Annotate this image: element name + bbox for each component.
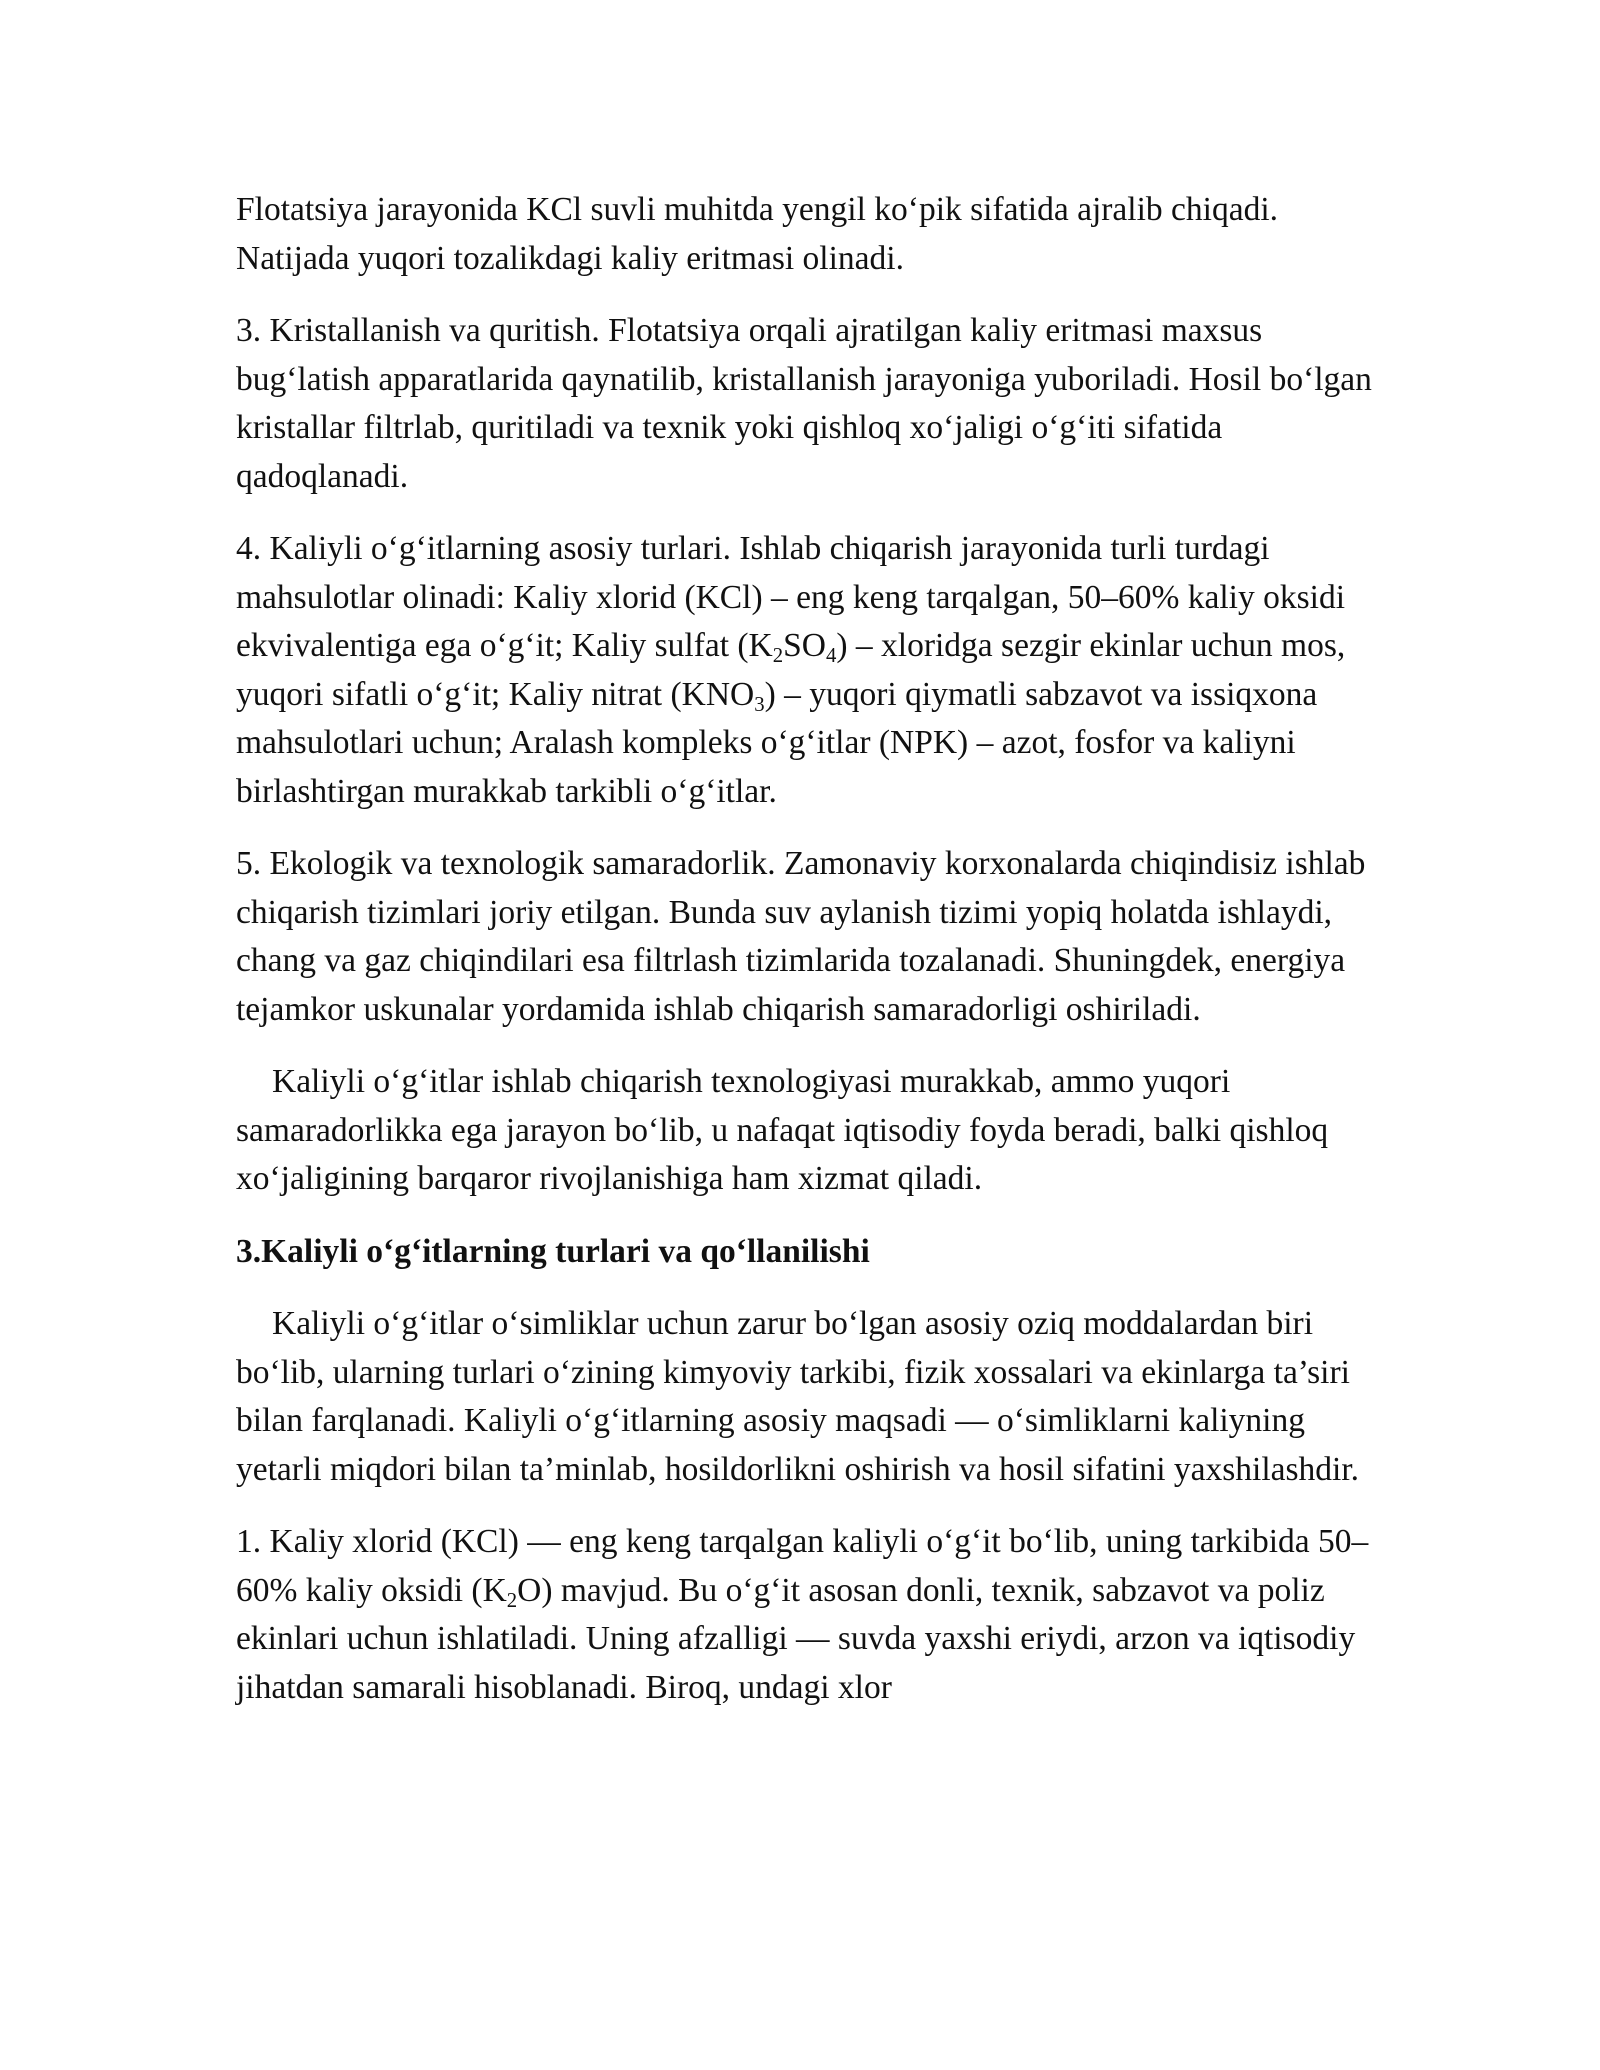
- paragraph-ecology: 5. Ekologik va texnologik samaradorlik. Zamonaviy korxonalarda chiqindisiz ishlab chiqarish tizimlari joriy etilgan. Bunda suv aylanish tizimi yopiq holatda ishlaydi, chang va gaz chiqindilari esa filtrlash tizimlarida tozalanadi. Shuningdek, energiya tejamkor uskunalar yordamida ishlab chiqarish samaradorligi oshiriladi.: [236, 845, 1366, 1028]
- subscript: 2: [772, 644, 784, 668]
- paragraph-fertilizer-types: [236, 525, 1376, 816]
- text-fragment: ) – yuqori qiymatli sabzavot va issiqxona mahsulotlari uchun; Aralash kompleks o‘g‘itlar (NPK) – azot, fosfor va kaliyni birlashtirgan murakkab tarkibli o‘g‘itlar.: [236, 675, 1318, 810]
- paragraph-intro: Kaliyli o‘g‘itlar o‘simliklar uchun zarur bo‘lgan asosiy oziq moddalardan biri bo‘lib, ularning turlari o‘zining kimyoviy tarkibi, fizik xossalari va ekinlarga ta’siri bilan farqlanadi. Kaliyli o‘g‘itlarning asosiy maqsadi — o‘simliklarni kaliyning yetarli miqdori bilan ta’minlab, hosildorlikni oshirish va hosil sifatini yaxshilashdir.: [236, 1305, 1360, 1488]
- paragraph-flotation: Flotatsiya jarayonida KCl suvli muhitda yengil ko‘pik sifatida ajralib chiqadi. Natijada yuqori tozalikdagi kaliy eritmasi olinadi.: [236, 191, 1279, 277]
- text-fragment: 1. Kaliy xlorid (KCl) — eng keng tarqalgan kaliyli o‘g‘it bo‘lib, uning tarkibida 50–60% kaliy oksidi (K: [236, 1523, 1369, 1609]
- text-fragment: O) mavjud. Bu o‘g‘it asosan donli, texnik, sabzavot va poliz ekinlari uchun ishlatiladi. Uning afzalligi — suvda yaxshi eriydi, arzon va iqtisodiy jihatdan samarali hisoblanadi. Biroq, undagi xlor: [236, 1571, 1356, 1706]
- subscript: 4: [825, 644, 837, 668]
- section-heading: 3.Kaliyli o‘g‘itlarning turlari va qo‘llanilishi: [236, 1232, 870, 1270]
- text-fragment: ) – xloridga sezgir ekinlar uchun mos, yuqori sifatli o‘g‘it; Kaliy nitrat (KNO: [236, 627, 1346, 713]
- text-fragment: 4. Kaliyli o‘g‘itlarning asosiy turlari. Ishlab chiqarish jarayonida turli turdagi mahsulotlar olinadi: Kaliy xlorid (KCl) – eng keng tarqalgan, 50–60% kaliy oksidi ekvivalentiga ega o‘g‘it; Kaliy sulfat (K: [236, 530, 1346, 664]
- text-fragment: SO: [783, 627, 826, 664]
- paragraph-conclusion: Kaliyli o‘g‘itlar ishlab chiqarish texnologiyasi murakkab, ammo yuqori samaradorlikka ega jarayon bo‘lib, u nafaqat iqtisodiy foyda beradi, balki qishloq xo‘jaligining barqaror rivojlanishiga ham xizmat qiladi.: [236, 1063, 1329, 1197]
- document-page: [236, 186, 1376, 1736]
- subscript: 2: [506, 1588, 518, 1612]
- paragraph-crystallization: 3. Kristallanish va quritish. Flotatsiya orqali ajratilgan kaliy eritmasi maxsus bug‘latish apparatlarida qaynatilib, kristallanish jarayoniga yuboriladi. Hosil bo‘lgan kristallar filtrlab, quritiladi va texnik yoki qishloq xo‘jaligi o‘g‘iti sifatida qadoqlanadi.: [236, 312, 1372, 495]
- subscript: 3: [754, 692, 765, 716]
- paragraph-kcl: [236, 1518, 1376, 1712]
